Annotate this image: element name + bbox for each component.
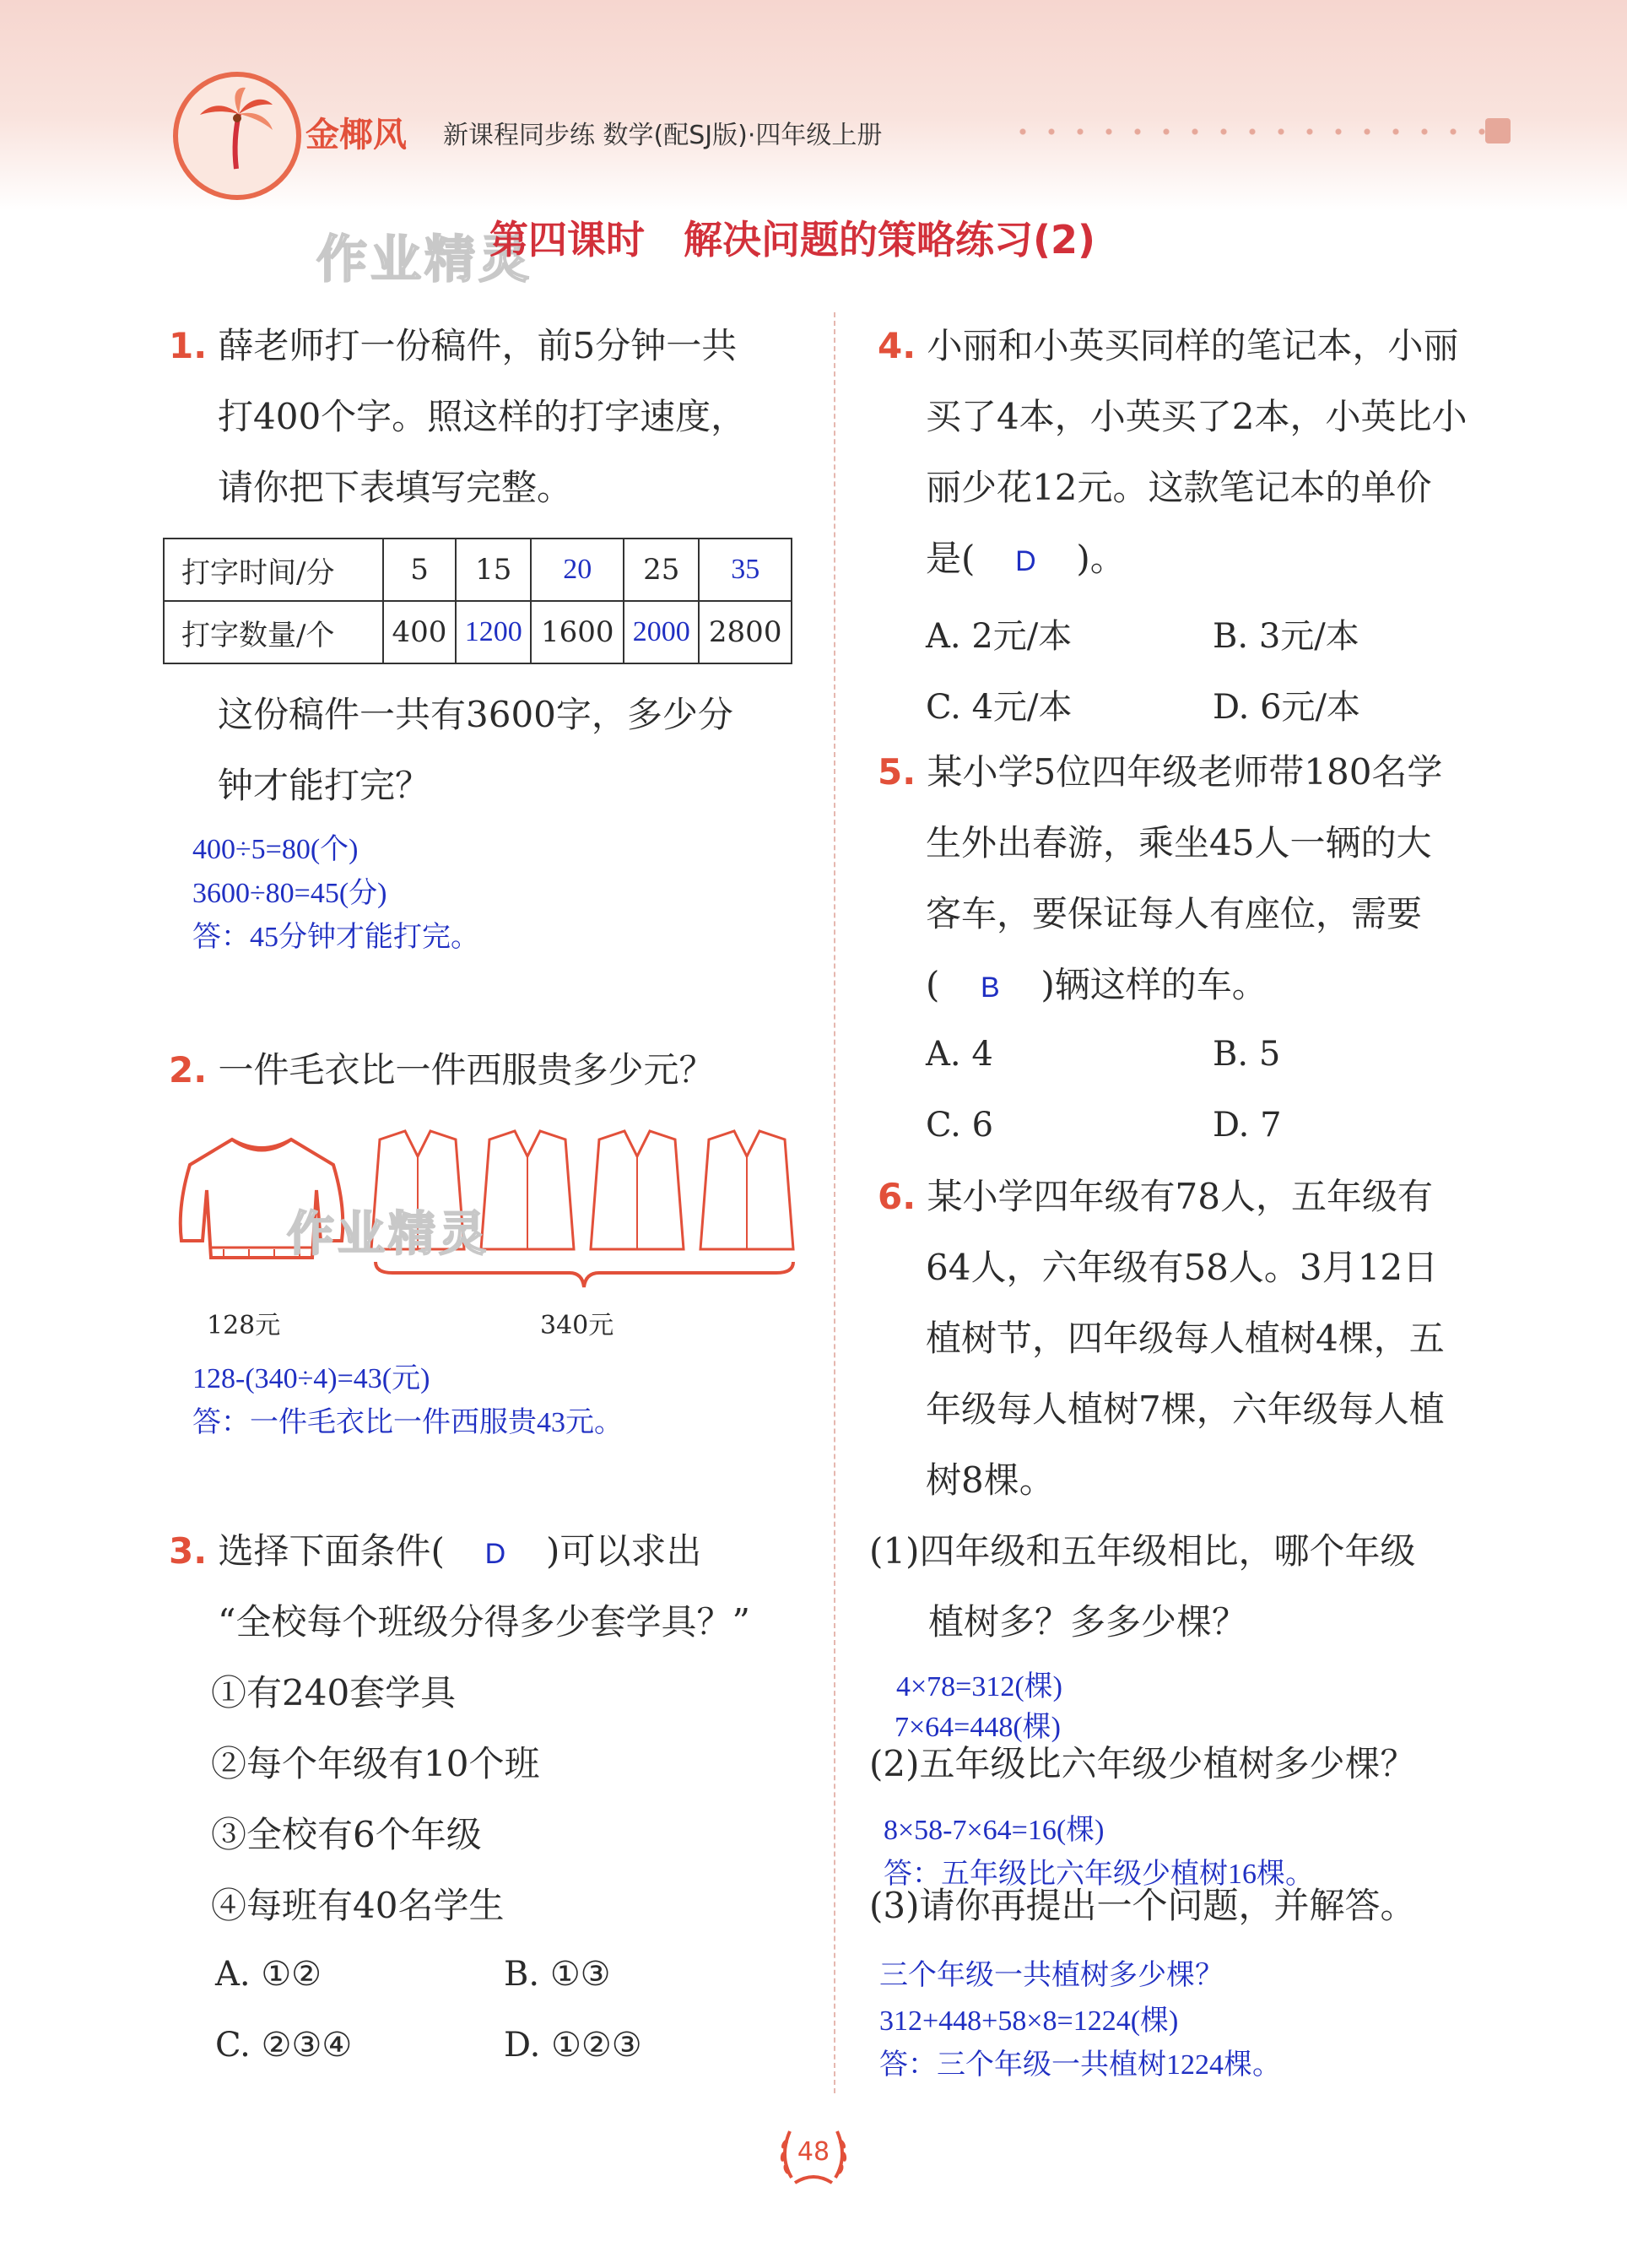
table-cell: 25 <box>624 539 699 601</box>
square-icon <box>1485 118 1511 143</box>
q6-line-5: 树8棵。 <box>926 1459 1055 1501</box>
q6-sub1-answer-clipped <box>895 1703 1061 1743</box>
q3-option-d: D. ①②③ <box>504 2026 642 2065</box>
q1-line-2: 打400个字。照这样的打字速度， <box>218 396 747 437</box>
q1-answer-1: 400÷5=80(个) <box>192 834 359 865</box>
q3-number: 3. <box>169 1530 208 1572</box>
q5-text-a: ( <box>926 964 940 1005</box>
q6-sub3-line: (3)请你再提出一个问题，并解答。 <box>869 1885 1416 1926</box>
table-row <box>164 601 792 663</box>
q5-option-b: B. 5 <box>1213 1035 1281 1074</box>
q3-text-a: 选择下面条件( <box>218 1530 445 1572</box>
q5-option-a: A. 4 <box>926 1035 993 1074</box>
table-cell: 400 <box>383 601 456 663</box>
q1-text-1: 薛老师打一份稿件，前5分钟一共 <box>218 325 738 366</box>
q6-text-1: 某小学四年级有78人，五年级有 <box>927 1176 1433 1217</box>
q5-text-1: 某小学5位四年级老师带180名学 <box>927 751 1443 793</box>
lesson-title: 第四课时 解决问题的策略练习(2) <box>489 217 1096 263</box>
q5-option-d: D. 7 <box>1213 1106 1282 1145</box>
q5-blank-answer: B <box>981 972 1000 1004</box>
q5-line-2: 生外出春游，乘坐45人一辆的大 <box>926 822 1432 863</box>
q6-line-2: 64人，六年级有58人。3月12日 <box>926 1247 1439 1288</box>
q4-option-c: C. 4元/本 <box>926 688 1073 727</box>
q5-option-c: C. 6 <box>926 1106 994 1145</box>
palm-tree-icon <box>190 84 283 177</box>
q6-sub3-answer-2: 312+448+58×8=1224(棵) <box>879 2005 1179 2037</box>
table-cell-answer: 1200 <box>456 601 531 663</box>
q6-sub2-answer-1: 8×58-7×64=16(棵) <box>884 1815 1105 1846</box>
q6-sub2-answer-2: 答：五年级比六年级少植树16棵。 <box>884 1859 1314 1890</box>
q6-sub3-answer-1: 三个年级一共植树多少棵？ <box>879 1960 1224 1991</box>
q5-number: 5. <box>878 751 916 793</box>
q2-answer-2: 答：一件毛衣比一件西服贵43元。 <box>192 1407 623 1438</box>
q6-sub1-line-2: 植树多？多多少棵？ <box>928 1601 1248 1643</box>
q6-sub2-line: (2)五年级比六年级少植树多少棵？ <box>869 1743 1416 1784</box>
q2-line <box>169 1035 715 1106</box>
q3-line-1 <box>169 1516 701 1589</box>
q5-line-4 <box>926 950 1268 1023</box>
q4-text-b: )。 <box>1076 538 1126 579</box>
q1-number: 1. <box>169 325 208 366</box>
q4-line-1 <box>878 311 1459 382</box>
q2-text: 一件毛衣比一件西服贵多少元？ <box>218 1049 715 1091</box>
q3-option-c: C. ②③④ <box>215 2026 353 2065</box>
q4-number: 4. <box>878 325 916 366</box>
q6-sub3-answer-3: 答：三个年级一共植树1224棵。 <box>879 2049 1281 2081</box>
table-cell-answer: 2000 <box>624 601 699 663</box>
q4-text-a: 是( <box>926 538 976 579</box>
sweater-price: 128元 <box>207 1311 281 1340</box>
page-number: 48 <box>797 2137 830 2167</box>
table-row <box>164 539 792 601</box>
q6-line-1 <box>878 1161 1433 1232</box>
q3-blank-answer: D <box>484 1538 506 1570</box>
header-dots <box>1008 128 1489 135</box>
q3-condition-2: ②每个年级有10个班 <box>211 1743 540 1784</box>
q2-number: 2. <box>169 1049 208 1091</box>
table-cell: 5 <box>383 539 456 601</box>
q3-option-a: A. ①② <box>215 1955 322 1994</box>
series-title: 新课程同步练 数学(配SJ版)·四年级上册 <box>443 121 883 150</box>
q4-blank-answer: D <box>1015 545 1036 577</box>
column-divider <box>834 312 835 2093</box>
q6-number: 6. <box>878 1176 916 1217</box>
q4-line-3: 丽少花12元。这款笔记本的单价 <box>926 467 1432 508</box>
q1-answer-2: 3600÷80=45(分) <box>192 878 387 909</box>
q4-option-b: B. 3元/本 <box>1213 617 1359 656</box>
table-header-count: 打字数量/个 <box>164 601 383 663</box>
watermark-2: 作业精灵 <box>287 1207 489 1262</box>
q6-line-3: 植树节，四年级每人植树4棵，五 <box>926 1318 1445 1359</box>
table-cell: 1600 <box>531 601 624 663</box>
table-cell-answer: 35 <box>699 539 792 601</box>
q3-option-b: B. ①③ <box>504 1955 611 1994</box>
q6-sub1-line-1: (1)四年级和五年级相比，哪个年级 <box>869 1530 1416 1572</box>
q3-condition-1: ①有240套学具 <box>211 1672 457 1713</box>
q4-text-1: 小丽和小英买同样的笔记本，小丽 <box>927 325 1459 366</box>
q3-condition-3: ③全校有6个年级 <box>211 1814 482 1855</box>
q4-option-a: A. 2元/本 <box>926 617 1073 656</box>
q6-sub1-answer-2: 7×64=448(棵) <box>895 1712 1061 1743</box>
q1-line-1 <box>169 311 737 382</box>
q1-answer-3: 答：45分钟才能打完。 <box>192 922 479 953</box>
q1-follow-1: 这份稿件一共有3600字，多少分 <box>218 694 733 735</box>
q4-option-d: D. 6元/本 <box>1213 688 1360 727</box>
table-cell: 15 <box>456 539 531 601</box>
table-cell-answer: 20 <box>531 539 624 601</box>
typing-table <box>163 538 792 664</box>
q4-line-2: 买了4本，小英买了2本，小英比小 <box>926 396 1468 437</box>
suits-price: 340元 <box>540 1311 614 1340</box>
q3-text-b: )可以求出 <box>545 1530 702 1572</box>
q6-sub1-answer-1: 4×78=312(棵) <box>896 1671 1062 1702</box>
table-cell: 2800 <box>699 601 792 663</box>
watermark: 作业精灵 <box>316 230 532 290</box>
q4-line-4 <box>926 523 1126 597</box>
q3-condition-4: ④每班有40名学生 <box>211 1885 505 1926</box>
q2-answer-1: 128-(340÷4)=43(元) <box>192 1363 430 1394</box>
q3-line-2: “全校每个班级分得多少套学具？” <box>218 1601 750 1643</box>
q5-text-b: )辆这样的车。 <box>1041 964 1268 1005</box>
q1-follow-2: 钟才能打完？ <box>218 765 431 806</box>
q5-line-3: 客车，要保证每人有座位，需要 <box>926 893 1423 934</box>
q1-line-3: 请你把下表填写完整。 <box>218 467 573 508</box>
q6-line-4: 年级每人植树7棵，六年级每人植 <box>926 1388 1445 1430</box>
brand-name: 金椰风 <box>305 116 407 154</box>
q5-line-1 <box>878 737 1442 808</box>
table-header-time: 打字时间/分 <box>164 539 383 601</box>
